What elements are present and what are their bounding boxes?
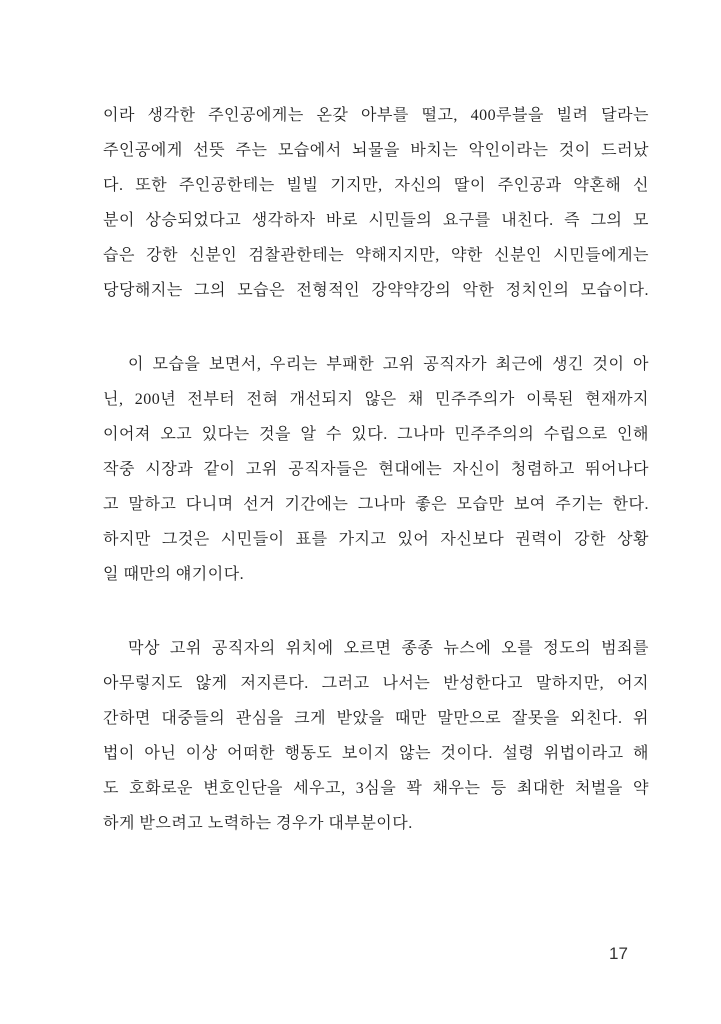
text-line: 고 말하고 다니며 선거 기간에는 그나마 좋은 모습만 보여 주기는 한다. [103, 496, 649, 513]
text-line: 당당해지는 그의 모습은 전형적인 강약약강의 악한 정치인의 모습이다. [103, 282, 649, 299]
text-line: 일 때만의 얘기이다. [103, 566, 245, 583]
text-line: 간하면 대중들의 관심을 크게 받았을 때만 말만으로 잘못을 외친다. 위 [103, 710, 649, 727]
text-line: 습은 강한 신분인 검찰관한테는 약해지지만, 약한 신분인 시민들에게는 [103, 247, 649, 264]
text-line: 법이 아닌 이상 어떠한 행동도 보이지 않는 것이다. 설령 위법이라고 해 [103, 745, 649, 762]
text-line: 아무렇지도 않게 저지른다. 그러고 나서는 반성한다고 말하지만, 어지 [103, 675, 649, 692]
text-line: 작중 시장과 같이 고위 공직자들은 현대에는 자신이 청렴하고 뛰어나다 [103, 461, 649, 478]
text-line: 이 모습을 보면서, 우리는 부패한 고위 공직자가 최근에 생긴 것이 아 [128, 356, 649, 373]
text-line: 닌, 200년 전부터 전혀 개선되지 않은 채 민주주의가 이룩된 현재까지 [103, 391, 649, 408]
text-line: 도 호화로운 변호인단을 세우고, 3심을 꽉 채우는 등 최대한 처벌을 약 [103, 780, 649, 797]
text-line: 이라 생각한 주인공에게는 온갖 아부를 떨고, 400루블을 빌려 달라는 [103, 107, 649, 124]
paragraph-3 [103, 631, 649, 841]
text-line: 하지만 그것은 시민들이 표를 가지고 있어 자신보다 권력이 강한 상황 [103, 531, 649, 548]
text-line: 이어져 오고 있다는 것을 알 수 있다. 그나마 민주주의의 수립으로 인해 [103, 426, 649, 443]
text-line: 분이 상승되었다고 생각하자 바로 시민들의 요구를 내친다. 즉 그의 모 [103, 212, 649, 229]
text-line: 다. 또한 주인공한테는 빌빌 기지만, 자신의 딸이 주인공과 약혼해 신 [103, 177, 649, 194]
paragraph-2 [103, 347, 649, 592]
page-number: 17 [609, 944, 628, 963]
text-line: 하게 받으려고 노력하는 경우가 대부분이다. [103, 815, 413, 832]
body-text [103, 98, 649, 841]
paragraph-1 [103, 98, 649, 308]
text-line: 막상 고위 공직자의 위치에 오르면 종종 뉴스에 오를 정도의 범죄를 [128, 640, 649, 657]
text-line: 주인공에게 선뜻 주는 모습에서 뇌물을 바치는 악인이라는 것이 드러났 [103, 142, 649, 159]
